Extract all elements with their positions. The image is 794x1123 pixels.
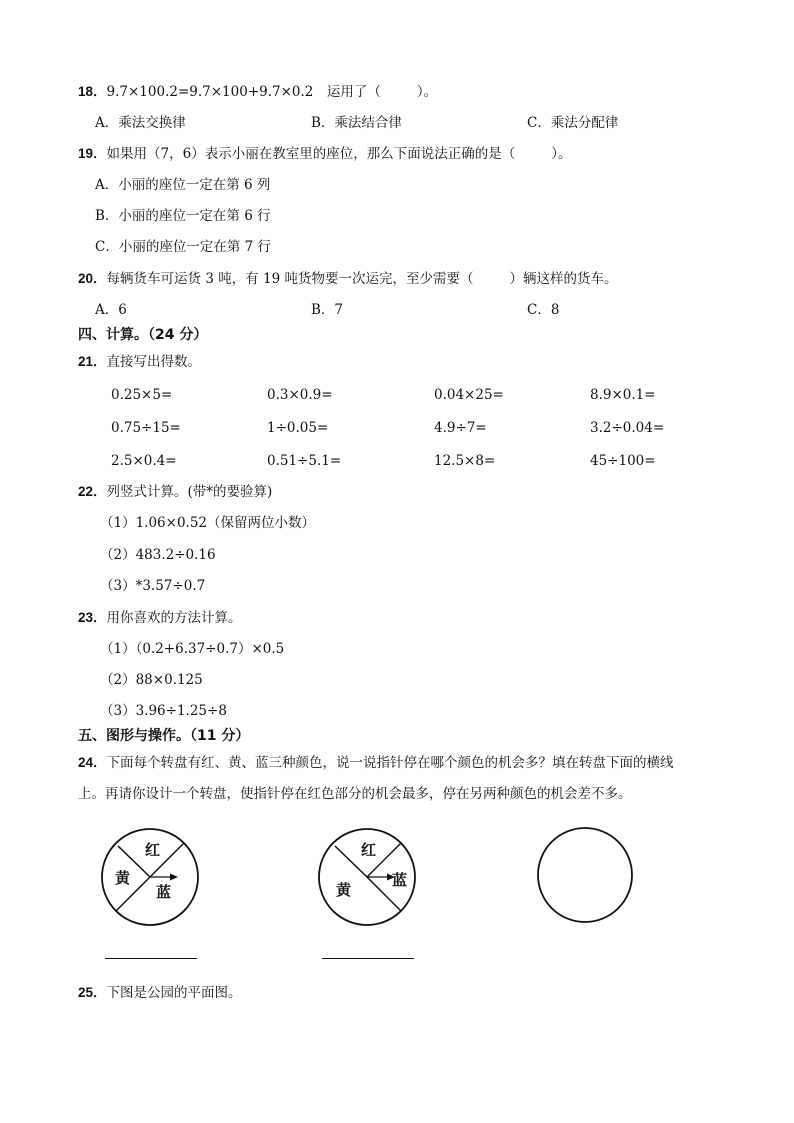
question-text: 每辆货车可运货 3 吨，有 19 吨货物要一次运完，至少需要（ <box>106 271 474 287</box>
option-c[interactable]: C．小丽的座位一定在第 7 行 <box>95 239 272 255</box>
question-text: 直接写出得数。 <box>106 354 202 370</box>
question-number: 23． <box>78 610 107 625</box>
calc-item: 12.5×8= <box>434 453 496 469</box>
calc-item: 3.2÷0.04= <box>590 420 665 436</box>
sub-item: （1）1.06×0.52（保留两位小数） <box>100 515 316 531</box>
sub-item: （2）88×0.125 <box>100 672 203 688</box>
option-b[interactable]: B．小丽的座位一定在第 6 行 <box>95 208 271 224</box>
option-a[interactable]: A．小丽的座位一定在第 6 列 <box>95 177 271 193</box>
spinner-label-blue: 蓝 <box>156 883 172 901</box>
spinner-label-blue: 蓝 <box>392 871 408 889</box>
spinner-label-yellow: 黄 <box>115 869 131 887</box>
sub-item: （3）*3.57÷0.7 <box>100 578 206 594</box>
question-19 <box>78 145 571 163</box>
calc-item: 8.9×0.1= <box>590 387 656 403</box>
calc-item: 0.51÷5.1= <box>267 453 342 469</box>
calc-item: 4.9÷7= <box>434 420 487 436</box>
question-number: 22． <box>78 484 107 499</box>
question-text: 如果用（7，6）表示小丽在教室里的座位，那么下面说法正确的是（ <box>106 146 516 162</box>
option-c[interactable]: C．8 <box>527 302 560 318</box>
question-20 <box>78 270 617 288</box>
question-22 <box>78 483 272 501</box>
question-text-line2: 上。再请你设计一个转盘，使指针停在红色部分的机会最多，停在另两种颜色的机会差不多。 <box>78 786 632 802</box>
option-a[interactable]: A．6 <box>95 302 127 318</box>
question-number: 21． <box>78 354 107 369</box>
blank-spinner[interactable] <box>532 822 638 928</box>
question-number: 19． <box>78 146 107 161</box>
question-18 <box>78 83 437 101</box>
sub-item: （1）（0.2+6.37÷0.7）×0.5 <box>100 641 285 657</box>
question-number: 25． <box>78 985 107 1000</box>
question-21 <box>78 353 201 371</box>
sub-item: （2）483.2÷0.16 <box>100 547 216 563</box>
calc-item: 0.25×5= <box>111 387 173 403</box>
spinner-1 <box>95 822 205 932</box>
question-text-end: ）。 <box>416 84 438 100</box>
spinner-2 <box>312 822 422 932</box>
question-text-end: ）辆这样的货车。 <box>509 271 618 287</box>
answer-line-2[interactable] <box>322 958 414 959</box>
question-text-line1: 下面每个转盘有红、黄、蓝三种颜色，说一说指针停在哪个颜色的机会多？填在转盘下面的横线 <box>106 755 674 771</box>
question-text: 9.7×100.2=9.7×100+9.7×0.2 运用了（ <box>106 84 381 100</box>
option-a[interactable]: A．乘法交换律 <box>95 115 186 131</box>
question-24 <box>78 754 674 772</box>
question-text: 用你喜欢的方法计算。 <box>106 610 242 626</box>
calc-item: 0.75÷15= <box>111 420 181 436</box>
calc-item: 0.04×25= <box>434 387 504 403</box>
question-25 <box>78 984 242 1002</box>
calc-item: 45÷100= <box>590 453 656 469</box>
option-c[interactable]: C．乘法分配律 <box>527 115 619 131</box>
question-number: 20． <box>78 271 107 286</box>
spinner-label-red: 红 <box>145 841 161 859</box>
question-text: 下图是公园的平面图。 <box>106 985 242 1001</box>
question-number: 24． <box>78 755 107 770</box>
calc-item: 0.3×0.9= <box>267 387 333 403</box>
spinner-label-yellow: 黄 <box>336 881 352 899</box>
option-b[interactable]: B．7 <box>311 302 344 318</box>
spinner-label-red: 红 <box>361 841 377 859</box>
question-text-end: ）。 <box>551 146 572 162</box>
calc-item: 2.5×0.4= <box>111 453 177 469</box>
question-text: 列竖式计算。(带*的要验算) <box>106 484 273 500</box>
answer-line-1[interactable] <box>105 958 197 959</box>
section-title: 四、计算。（24 分） <box>78 327 208 343</box>
question-number: 18． <box>78 84 107 99</box>
option-b[interactable]: B．乘法结合律 <box>311 115 402 131</box>
section-title: 五、图形与操作。（11 分） <box>78 728 250 744</box>
calc-item: 1÷0.05= <box>267 420 329 436</box>
question-23 <box>78 609 242 627</box>
sub-item: （3）3.96÷1.25÷8 <box>100 703 227 719</box>
